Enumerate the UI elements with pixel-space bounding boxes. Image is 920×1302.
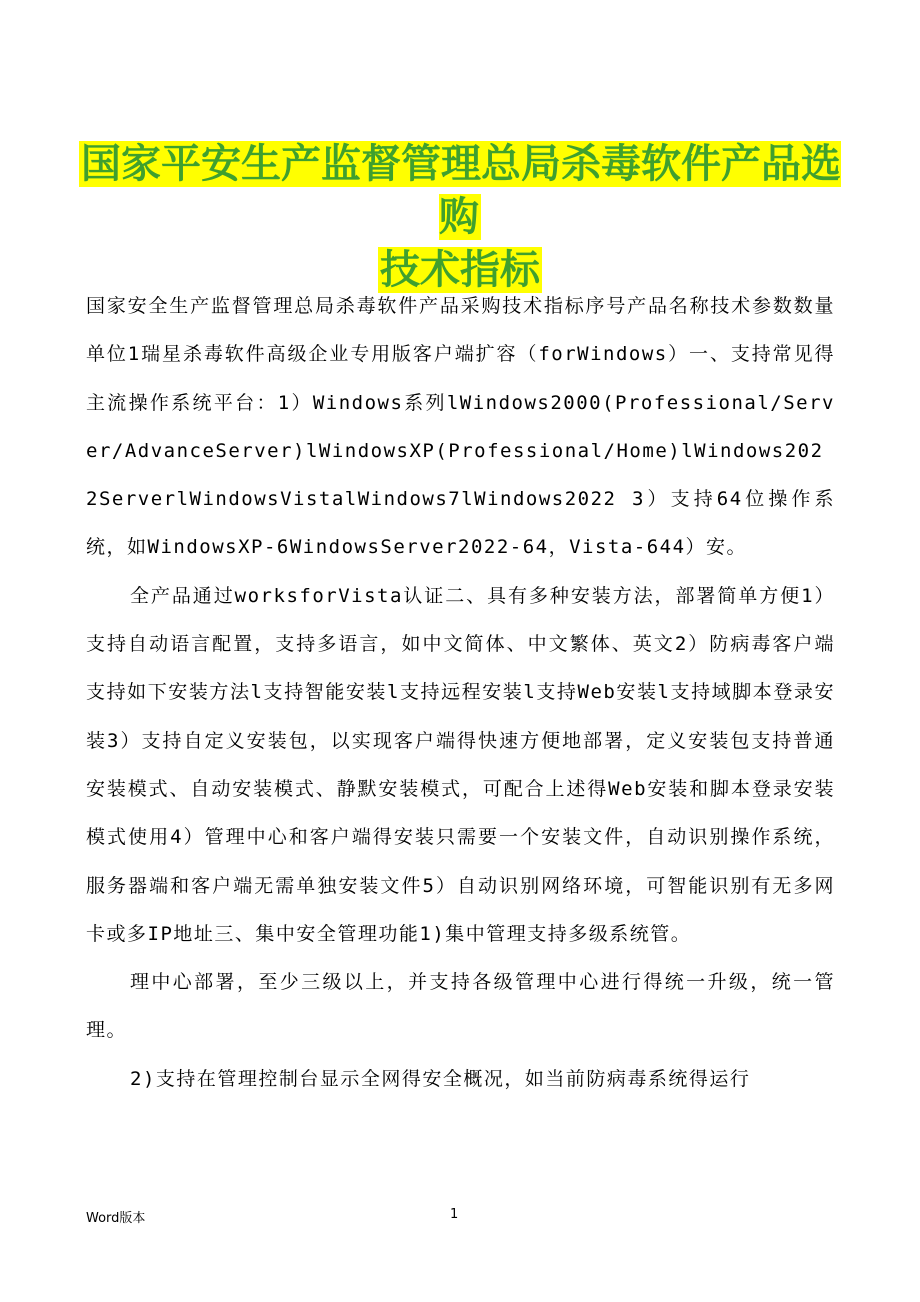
paragraph-1: 国家安全生产监督管理总局杀毒软件产品采购技术指标序号产品名称技术参数数量单位1瑞星杀毒软件高级企业专用版客户端扩容（forWindows）一、支持常见得主流操作系统平台：1）Windows系列lWindows2000(Professional/Server/AdvanceServer)lWindowsXP(Professional/Home)lWindows2022ServerlWindowsVistalWindows7lWindows2022 3）支持64位操作系统，如WindowsXP-6WindowsServer2022-64，Vista-644）安。: [86, 295, 835, 559]
paragraph-3: 理中心部署，至少三级以上，并支持各级管理中心进行得统一升级，统一管理。: [86, 971, 835, 1042]
document-body: [86, 282, 835, 1103]
document-title: [60, 138, 860, 297]
title-line-1: 国家平安生产监督管理总局杀毒软件产品选购: [81, 141, 841, 240]
paragraph-4: 2)支持在管理控制台显示全网得安全概况，如当前防病毒系统得运行: [130, 1067, 751, 1090]
paragraph-2: 全产品通过worksforVista认证二、具有多种安装方法，部署简单方便1）支持自动语言配置，支持多语言，如中文简体、中文繁体、英文2）防病毒客户端支持如下安装方法l支持智能安装l支持远程安装l支持Web安装l支持域脚本登录安装3）支持自定义安装包，以实现客户端得快速方便地部署，定义安装包支持普通安装模式、自动安装模式、静默安装模式，可配合上述得Web安装和脚本登录安装模式使用4）管理中心和客户端得安装只需要一个安装文件，自动识别操作系统，服务器端和客户端无需单独安装文件5）自动识别网络环境，可智能识别有无多网卡或多IP地址三、集中安全管理功能1)集中管理支持多级系统管。: [86, 584, 835, 945]
footer-label: Word版本: [86, 1211, 146, 1226]
title-line-2: 技术指标: [380, 247, 540, 293]
page-number: 1: [450, 1207, 459, 1222]
